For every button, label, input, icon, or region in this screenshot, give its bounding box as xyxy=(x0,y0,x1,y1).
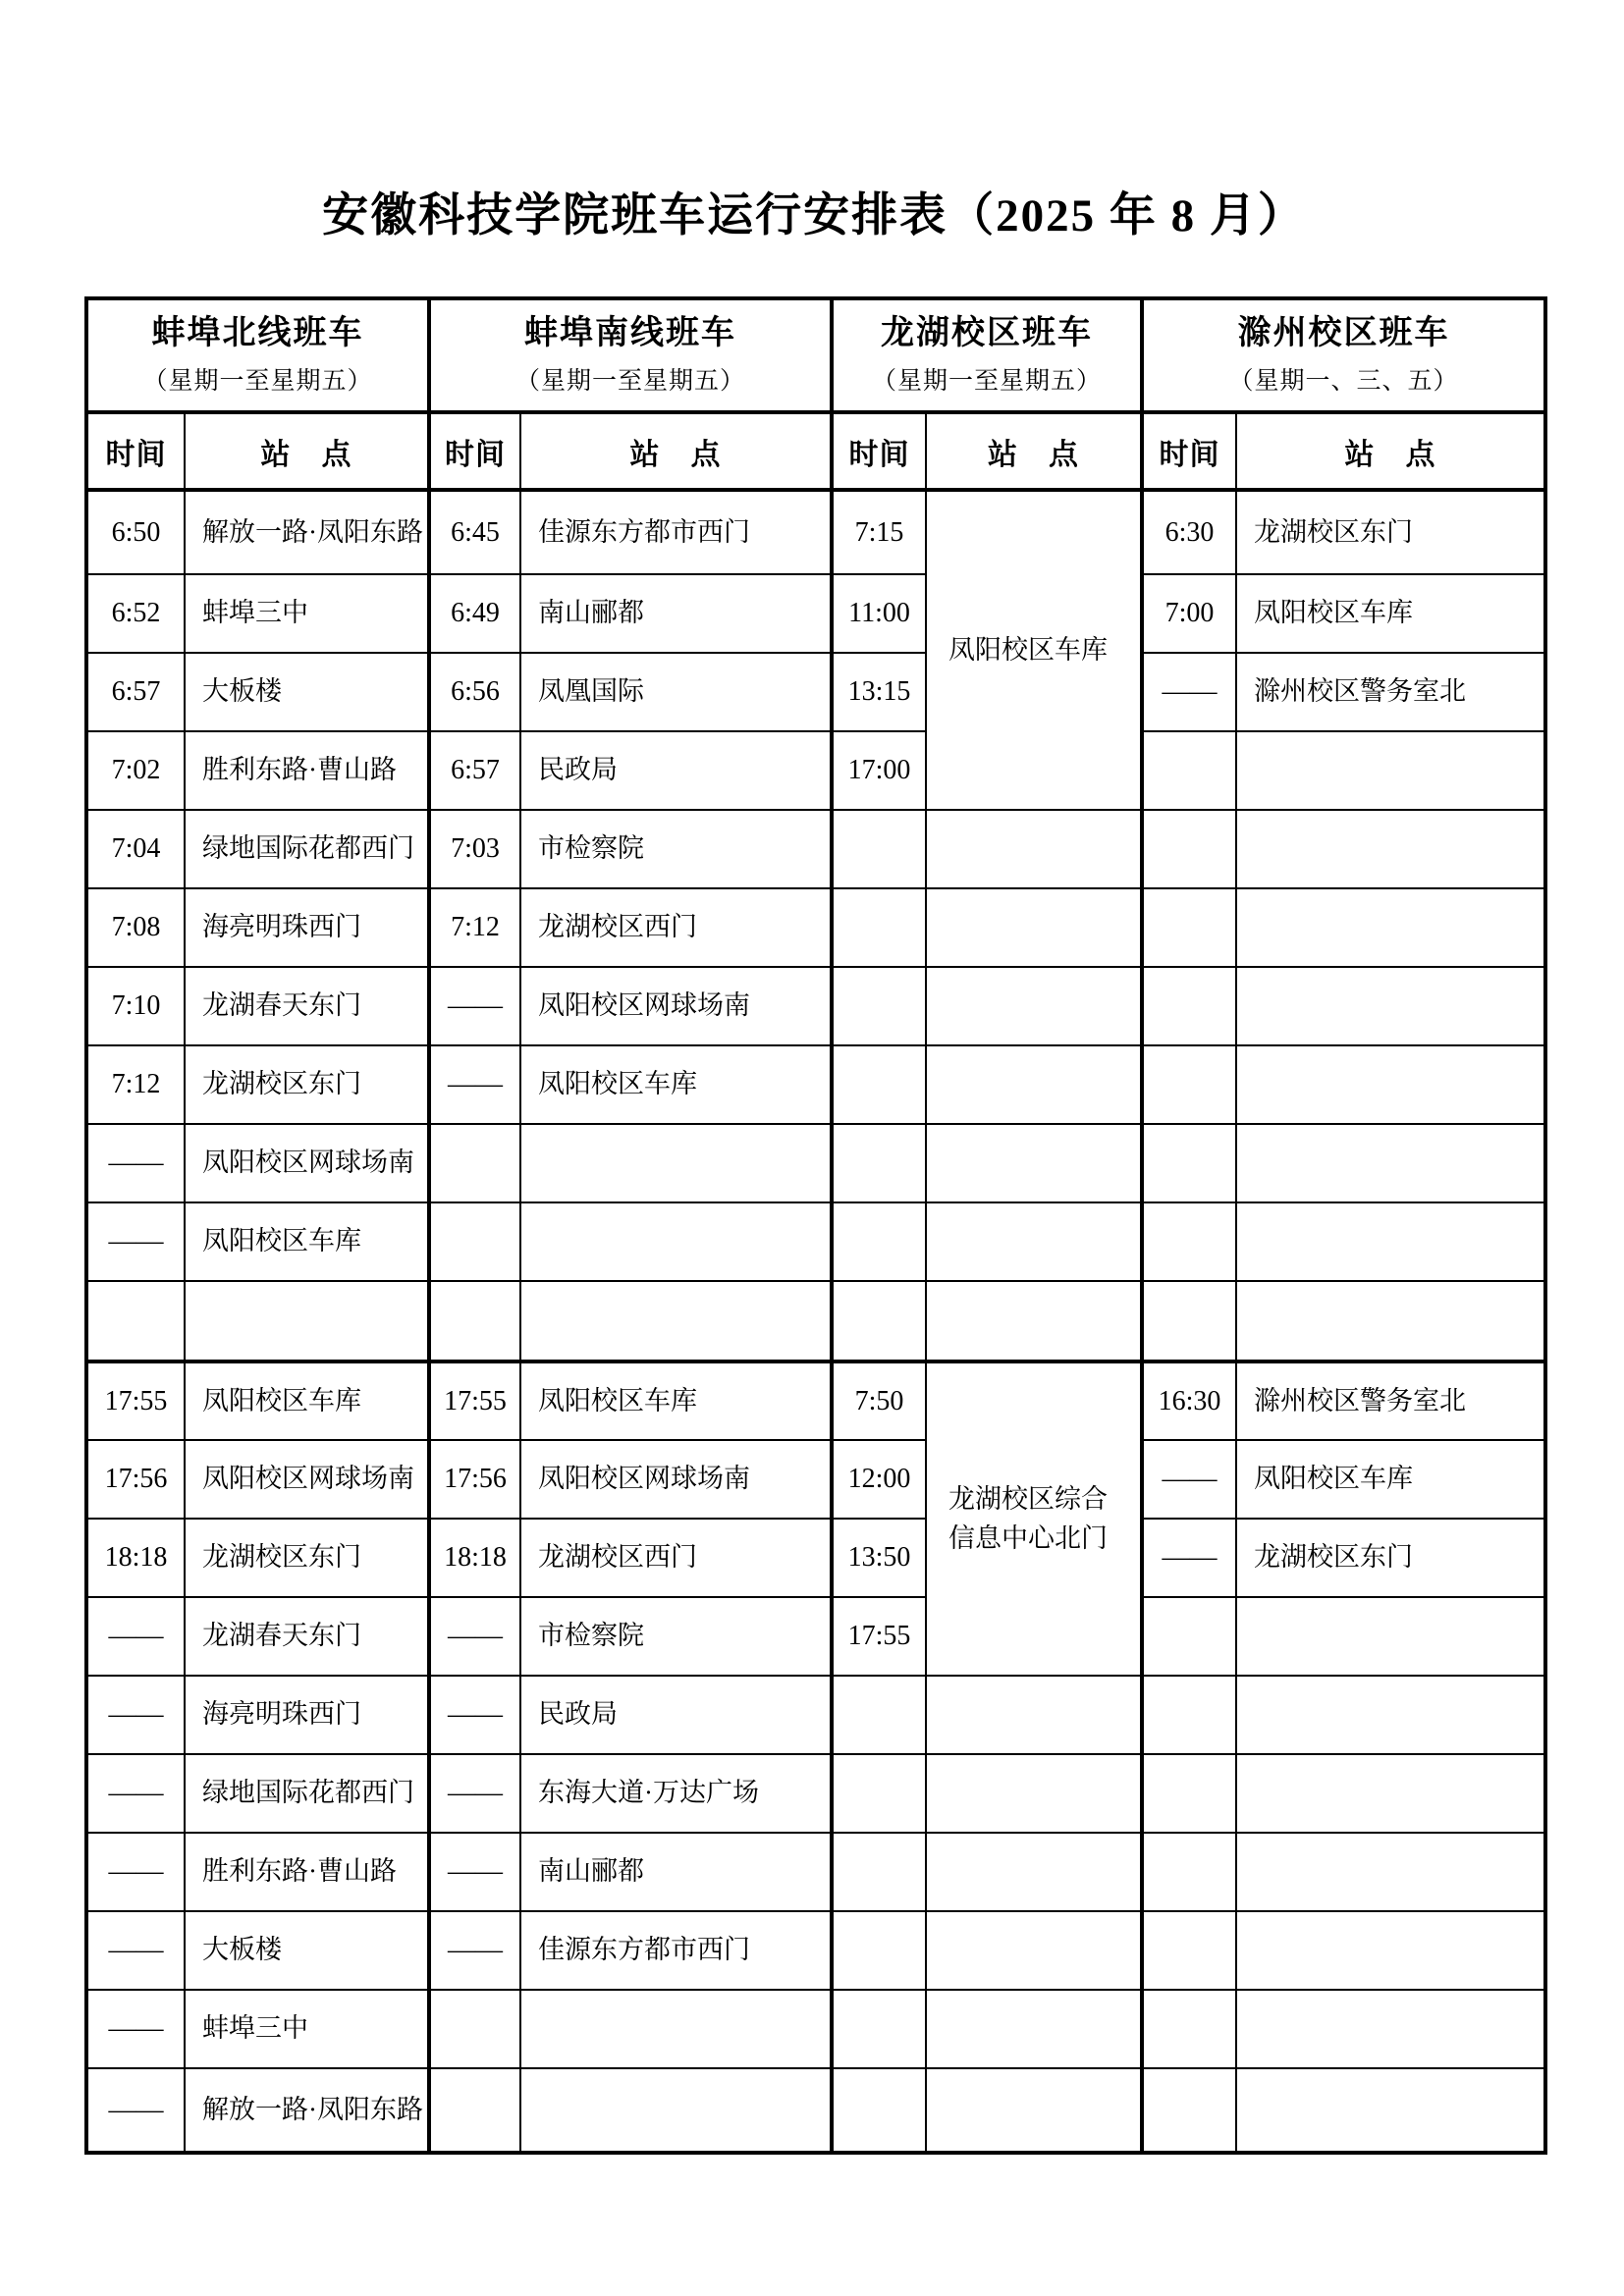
time-cell: —— xyxy=(86,1597,185,1676)
empty-cell xyxy=(1236,1911,1545,1990)
bus-schedule-table xyxy=(84,296,1547,2155)
time-column-header: 时间 xyxy=(86,412,185,490)
empty-cell xyxy=(832,1124,926,1202)
time-cell: 7:00 xyxy=(1142,574,1236,653)
station-cell: 龙湖校区东门 xyxy=(1236,1519,1545,1597)
empty-cell xyxy=(520,2068,832,2153)
empty-cell xyxy=(520,1990,832,2068)
station-cell: 大板楼 xyxy=(185,1911,429,1990)
time-cell: 16:30 xyxy=(1142,1362,1236,1440)
empty-cell xyxy=(926,1202,1142,1281)
time-cell: —— xyxy=(86,1833,185,1911)
station-cell: 绿地国际花都西门 xyxy=(185,810,429,888)
empty-cell xyxy=(832,1911,926,1990)
time-cell: 7:04 xyxy=(86,810,185,888)
group-header-2 xyxy=(429,298,832,412)
group-days: （星期一至星期五） xyxy=(872,368,1103,396)
empty-cell xyxy=(1142,967,1236,1045)
time-cell: 13:50 xyxy=(832,1519,926,1597)
empty-cell xyxy=(1142,1990,1236,2068)
time-column-header: 时间 xyxy=(429,412,520,490)
time-cell: 7:12 xyxy=(429,888,520,967)
time-cell: 17:56 xyxy=(429,1440,520,1519)
station-cell: 市检察院 xyxy=(520,1597,832,1676)
empty-cell xyxy=(1142,888,1236,967)
spacer-cell xyxy=(926,1281,1142,1362)
empty-cell xyxy=(926,967,1142,1045)
empty-cell xyxy=(1142,1124,1236,1202)
empty-cell xyxy=(832,1676,926,1754)
station-cell: 龙湖春天东门 xyxy=(185,967,429,1045)
time-cell: —— xyxy=(429,1911,520,1990)
station-cell: 凤阳校区网球场南 xyxy=(185,1440,429,1519)
station-cell: 龙湖校区东门 xyxy=(185,1519,429,1597)
spacer-cell xyxy=(429,1281,520,1362)
time-cell: —— xyxy=(86,1202,185,1281)
schedule-body xyxy=(86,298,1545,2153)
time-cell: —— xyxy=(429,1045,520,1124)
time-cell: 17:55 xyxy=(832,1597,926,1676)
time-cell: —— xyxy=(429,1833,520,1911)
time-cell: 17:55 xyxy=(86,1362,185,1440)
empty-cell xyxy=(926,1990,1142,2068)
time-cell: —— xyxy=(86,1124,185,1202)
station-cell: 蚌埠三中 xyxy=(185,1990,429,2068)
empty-cell xyxy=(520,1124,832,1202)
station-cell: 民政局 xyxy=(520,731,832,810)
station-cell: 解放一路·凤阳东路 xyxy=(185,2068,429,2153)
empty-cell xyxy=(429,1202,520,1281)
station-cell: 东海大道·万达广场 xyxy=(520,1754,832,1833)
empty-cell xyxy=(1142,1676,1236,1754)
group-header-3 xyxy=(832,298,1142,412)
station-cell: 南山郦都 xyxy=(520,1833,832,1911)
empty-cell xyxy=(1236,810,1545,888)
empty-cell xyxy=(832,967,926,1045)
time-cell: 18:18 xyxy=(429,1519,520,1597)
station-cell: 胜利东路·曹山路 xyxy=(185,731,429,810)
time-cell: 6:57 xyxy=(429,731,520,810)
group-title: 蚌埠北线班车 xyxy=(151,314,364,351)
empty-cell xyxy=(926,1833,1142,1911)
time-cell: 18:18 xyxy=(86,1519,185,1597)
station-cell: 滁州校区警务室北 xyxy=(1236,653,1545,731)
empty-cell xyxy=(1236,1202,1545,1281)
station-cell: 海亮明珠西门 xyxy=(185,1676,429,1754)
time-cell: —— xyxy=(429,1754,520,1833)
group-days: （星期一至星期五） xyxy=(515,368,746,396)
station-column-header: 站 点 xyxy=(185,412,429,490)
time-cell: —— xyxy=(1142,1519,1236,1597)
group-days: （星期一至星期五） xyxy=(142,368,373,396)
empty-cell xyxy=(1142,1045,1236,1124)
time-cell: —— xyxy=(86,1911,185,1990)
empty-cell xyxy=(926,2068,1142,2153)
time-cell: —— xyxy=(1142,1440,1236,1519)
empty-cell xyxy=(1142,1833,1236,1911)
spacer-cell xyxy=(520,1281,832,1362)
empty-cell xyxy=(926,1754,1142,1833)
time-cell: —— xyxy=(429,1597,520,1676)
group-title: 蚌埠南线班车 xyxy=(524,314,737,351)
station-cell: 佳源东方都市西门 xyxy=(520,490,832,574)
station-cell: 市检察院 xyxy=(520,810,832,888)
time-cell: 6:45 xyxy=(429,490,520,574)
station-cell: 胜利东路·曹山路 xyxy=(185,1833,429,1911)
spacer-cell xyxy=(1142,1281,1236,1362)
time-cell: 13:15 xyxy=(832,653,926,731)
empty-cell xyxy=(1142,1911,1236,1990)
time-cell: 7:12 xyxy=(86,1045,185,1124)
empty-cell xyxy=(926,1676,1142,1754)
empty-cell xyxy=(832,888,926,967)
time-cell: —— xyxy=(1142,653,1236,731)
time-cell: 7:10 xyxy=(86,967,185,1045)
empty-cell xyxy=(1142,810,1236,888)
empty-cell xyxy=(429,2068,520,2153)
time-cell: 7:02 xyxy=(86,731,185,810)
group-days: （星期一、三、五） xyxy=(1228,368,1459,396)
empty-cell xyxy=(832,1202,926,1281)
time-cell: 12:00 xyxy=(832,1440,926,1519)
time-cell: —— xyxy=(429,967,520,1045)
station-cell: 龙湖校区西门 xyxy=(520,888,832,967)
empty-cell xyxy=(926,1045,1142,1124)
time-cell: 6:56 xyxy=(429,653,520,731)
time-cell: 17:55 xyxy=(429,1362,520,1440)
time-cell: 17:00 xyxy=(832,731,926,810)
empty-cell xyxy=(1142,1754,1236,1833)
empty-cell xyxy=(1142,731,1236,810)
empty-cell xyxy=(926,810,1142,888)
empty-cell xyxy=(520,1202,832,1281)
empty-cell xyxy=(1236,731,1545,810)
time-column-header: 时间 xyxy=(832,412,926,490)
empty-cell xyxy=(1236,1833,1545,1911)
time-cell: 6:49 xyxy=(429,574,520,653)
empty-cell xyxy=(1236,967,1545,1045)
empty-cell xyxy=(1236,888,1545,967)
spacer-cell xyxy=(832,1281,926,1362)
time-cell: —— xyxy=(429,1676,520,1754)
station-cell: 南山郦都 xyxy=(520,574,832,653)
group-title: 龙湖校区班车 xyxy=(881,314,1094,351)
station-cell: 凤阳校区车库 xyxy=(1236,574,1545,653)
station-cell: 凤阳校区网球场南 xyxy=(520,967,832,1045)
time-cell: 7:08 xyxy=(86,888,185,967)
station-cell: 龙湖校区西门 xyxy=(520,1519,832,1597)
station-cell: 凤阳校区车库 xyxy=(185,1362,429,1440)
station-cell: 解放一路·凤阳东路 xyxy=(185,490,429,574)
empty-cell xyxy=(1236,1124,1545,1202)
station-cell: 凤阳校区车库 xyxy=(520,1362,832,1440)
station-column-header: 站 点 xyxy=(520,412,832,490)
station-column-header: 站 点 xyxy=(926,412,1142,490)
empty-cell xyxy=(429,1124,520,1202)
time-cell: 7:50 xyxy=(832,1362,926,1440)
time-column-header: 时间 xyxy=(1142,412,1236,490)
spacer-cell xyxy=(86,1281,185,1362)
empty-cell xyxy=(832,810,926,888)
merged-station-cell: 龙湖校区综合信息中心北门 xyxy=(926,1362,1142,1676)
station-cell: 龙湖春天东门 xyxy=(185,1597,429,1676)
empty-cell xyxy=(1236,1754,1545,1833)
time-cell: 7:15 xyxy=(832,490,926,574)
station-cell: 民政局 xyxy=(520,1676,832,1754)
station-cell: 龙湖校区东门 xyxy=(1236,490,1545,574)
station-cell: 蚌埠三中 xyxy=(185,574,429,653)
time-cell: 17:56 xyxy=(86,1440,185,1519)
station-cell: 凤阳校区网球场南 xyxy=(185,1124,429,1202)
spacer-cell xyxy=(185,1281,429,1362)
time-cell: —— xyxy=(86,2068,185,2153)
group-header-1 xyxy=(86,298,429,412)
empty-cell xyxy=(1236,2068,1545,2153)
station-column-header: 站 点 xyxy=(1236,412,1545,490)
empty-cell xyxy=(832,1754,926,1833)
station-cell: 佳源东方都市西门 xyxy=(520,1911,832,1990)
empty-cell xyxy=(1236,1045,1545,1124)
page-title: 安徽科技学院班车运行安排表（2025 年 8 月） xyxy=(322,190,1306,241)
empty-cell xyxy=(832,1990,926,2068)
time-cell: 6:52 xyxy=(86,574,185,653)
time-cell: 7:03 xyxy=(429,810,520,888)
empty-cell xyxy=(832,1045,926,1124)
empty-cell xyxy=(832,2068,926,2153)
time-cell: —— xyxy=(86,1990,185,2068)
group-title: 滁州校区班车 xyxy=(1237,314,1450,351)
time-cell: 6:57 xyxy=(86,653,185,731)
empty-cell xyxy=(1236,1990,1545,2068)
empty-cell xyxy=(1236,1597,1545,1676)
station-cell: 海亮明珠西门 xyxy=(185,888,429,967)
empty-cell xyxy=(1142,1597,1236,1676)
station-cell: 大板楼 xyxy=(185,653,429,731)
empty-cell xyxy=(1236,1676,1545,1754)
spacer-cell xyxy=(1236,1281,1545,1362)
empty-cell xyxy=(926,1124,1142,1202)
empty-cell xyxy=(1142,2068,1236,2153)
group-header-4 xyxy=(1142,298,1545,412)
merged-station-cell: 凤阳校区车库 xyxy=(926,490,1142,810)
empty-cell xyxy=(429,1990,520,2068)
station-cell: 凤阳校区车库 xyxy=(520,1045,832,1124)
empty-cell xyxy=(832,1833,926,1911)
station-cell: 凤凰国际 xyxy=(520,653,832,731)
station-cell: 滁州校区警务室北 xyxy=(1236,1362,1545,1440)
time-cell: 11:00 xyxy=(832,574,926,653)
station-cell: 凤阳校区车库 xyxy=(185,1202,429,1281)
station-cell: 龙湖校区东门 xyxy=(185,1045,429,1124)
time-cell: —— xyxy=(86,1754,185,1833)
empty-cell xyxy=(1142,1202,1236,1281)
time-cell: 6:30 xyxy=(1142,490,1236,574)
station-cell: 凤阳校区网球场南 xyxy=(520,1440,832,1519)
time-cell: —— xyxy=(86,1676,185,1754)
empty-cell xyxy=(926,1911,1142,1990)
time-cell: 6:50 xyxy=(86,490,185,574)
station-cell: 绿地国际花都西门 xyxy=(185,1754,429,1833)
station-cell: 凤阳校区车库 xyxy=(1236,1440,1545,1519)
empty-cell xyxy=(926,888,1142,967)
